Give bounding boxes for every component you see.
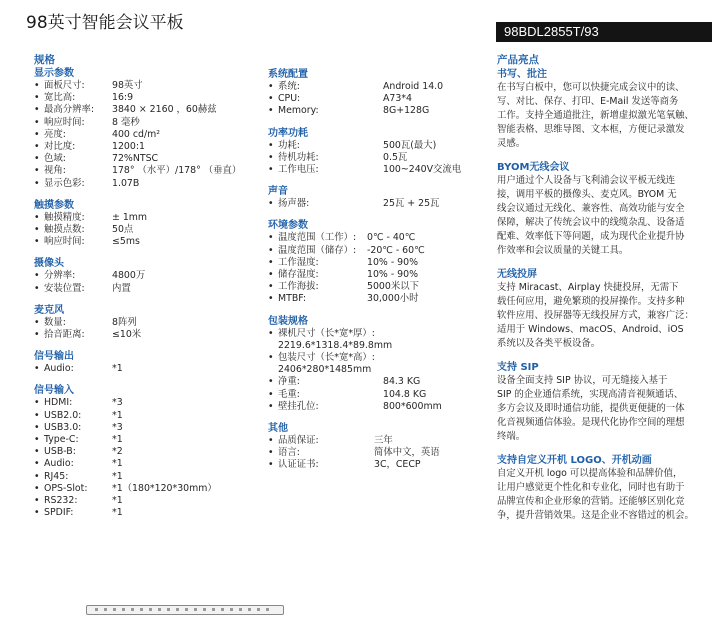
spec-value: *1 [112, 458, 123, 470]
bullet: • [268, 198, 274, 210]
bullet: • [34, 495, 40, 507]
spec-section [34, 350, 254, 375]
spec-label: 语言: [278, 447, 300, 459]
section-system [268, 68, 483, 118]
spec-value: 100~240V交流电 [383, 164, 462, 176]
bullet: • [34, 224, 40, 236]
highlight-text-line: 适用于 Windows、macOS、Android、iOS [497, 324, 684, 335]
bullet: • [34, 397, 40, 409]
spec-label: USB2.0: [44, 409, 82, 421]
spec-label: MTBF: [278, 293, 307, 305]
spec-row [268, 257, 483, 269]
spec-value: *1 [112, 470, 123, 482]
highlight-text-line: 自定义开机 logo 可以提高体验和品牌价值， [497, 468, 683, 479]
highlight-text-line: 终端。 [497, 431, 526, 442]
spec-value: *1 [112, 495, 123, 507]
spec-value: 25瓦 + 25瓦 [383, 198, 440, 210]
spec-row [268, 435, 483, 447]
spec-value: 8阵列 [112, 316, 137, 328]
bullet: • [34, 236, 40, 248]
spec-label: SPDIF: [44, 507, 74, 519]
bullet: • [34, 507, 40, 519]
spec-value: Android 14.0 [383, 81, 444, 92]
device-side-view-illustration [86, 605, 284, 615]
spec-value: 10% - 90% [367, 269, 419, 281]
spec-label: 触摸精度: [44, 211, 85, 223]
spec-label: 工作湿度: [278, 256, 319, 268]
spec-row [34, 236, 254, 248]
spec-row [268, 281, 483, 293]
spec-value: 5000米以下 [367, 281, 419, 293]
bullet: • [34, 104, 40, 116]
spec-value: 72%NTSC [112, 153, 159, 165]
spec-label: 储存湿度: [278, 269, 319, 281]
spec-label: 净重: [278, 376, 300, 388]
highlight-text-line: 接，调用平板的摄像头、麦克风。BYOM 无 [497, 189, 677, 200]
spec-row [34, 397, 254, 409]
specs-column-middle [268, 68, 483, 481]
spec-value: 800*600mm [383, 400, 442, 412]
bullet: • [34, 116, 40, 128]
bullet: • [34, 409, 40, 421]
section-title: 触摸参数 [34, 199, 74, 211]
spec-value: *1 [112, 409, 123, 421]
spec-row [268, 269, 483, 281]
model-number-banner: 98BDL2855T/93 [496, 22, 712, 42]
spec-value: 1.07B [112, 177, 140, 189]
spec-value: 内置 [112, 282, 131, 294]
spec-value: 2219.6*1318.4*89.8mm [278, 339, 393, 351]
bullet: • [268, 105, 274, 117]
spec-row [268, 376, 483, 388]
spec-label: 温度范围（工作）: [278, 232, 357, 244]
spec-value: 400 cd/m² [112, 128, 161, 140]
highlight-text-line: 支持 Miracast、Airplay 快捷投屏，无需下 [497, 282, 679, 293]
spec-label: RJ45: [44, 470, 69, 482]
spec-value: 三年 [374, 435, 393, 447]
spec-value: ± 1mm [112, 211, 148, 223]
spec-value: *2 [112, 446, 123, 458]
spec-value: 16:9 [112, 92, 134, 104]
highlight-text-line: 系统以及各类平板设备。 [497, 338, 601, 349]
bullet: • [268, 256, 274, 268]
spec-row [34, 363, 254, 375]
spec-value: 3C，CECP [374, 459, 421, 471]
spec-value: 10% - 90% [367, 256, 419, 268]
highlight-text-line: 保障，解决了传统会议中的线缆杂乱、设备适 [497, 217, 685, 228]
spec-row [34, 104, 254, 116]
port-strip [95, 608, 275, 611]
highlight-text-line: SIP 的企业通信系统，实现高清音视频通话、 [497, 389, 684, 400]
spec-row [34, 153, 254, 165]
spec-row [268, 459, 483, 471]
spec-section [34, 67, 254, 190]
spec-row [34, 458, 254, 470]
spec-value: 2406*280*1485mm [278, 364, 372, 376]
spec-value: 4800万 [112, 270, 146, 282]
spec-value: 简体中文，英语 [374, 447, 440, 459]
spec-label: 触摸点数: [44, 224, 85, 236]
spec-label: 响应时间: [44, 116, 85, 128]
spec-label: 响应时间: [44, 236, 85, 248]
bullet: • [34, 316, 40, 328]
bullet: • [34, 482, 40, 494]
section-title: 其他 [268, 423, 288, 435]
spec-label: 色域: [44, 153, 66, 165]
spec-row [268, 245, 483, 257]
highlight-title: 书写、批注 [497, 69, 547, 80]
spec-label: Type-C: [44, 434, 79, 446]
bullet: • [268, 352, 274, 364]
highlight-text-line: 配难、效率低下等问题，成为现代企业提升协 [497, 231, 685, 242]
spec-row [268, 352, 483, 364]
bullet: • [34, 434, 40, 446]
spec-row [268, 328, 483, 340]
spec-label: 最高分辨率: [44, 104, 95, 116]
bullet: • [268, 281, 274, 293]
spec-row [268, 293, 483, 305]
section-title: 麦克风 [34, 304, 64, 316]
spec-label: 面板尺寸: [44, 80, 85, 91]
spec-row [34, 329, 254, 341]
bullet: • [34, 165, 40, 177]
highlight-text-line: 智能表格、思维导图、文本框，方便记录激发 [497, 124, 685, 135]
spec-row [34, 422, 254, 434]
highlight-text-line: 设备全面支持 SIP 协议，可无缝接入基于 [497, 375, 668, 386]
bullet: • [268, 232, 274, 244]
spec-label: 分辨率: [44, 270, 76, 282]
spec-row [34, 410, 254, 422]
section-other [268, 422, 483, 472]
bullet: • [34, 282, 40, 294]
spec-label: 温度范围（储存）: [278, 244, 357, 256]
spec-value: *3 [112, 397, 123, 409]
spec-row [34, 446, 254, 458]
section-title: 功率功耗 [268, 127, 308, 139]
spec-label: 视角: [44, 165, 66, 177]
spec-row [34, 495, 254, 507]
bullet: • [34, 153, 40, 165]
section-title: 显示参数 [34, 68, 74, 79]
highlight-text-line: 多方会议及即时通信功能，提供更便捷的一体 [497, 403, 685, 414]
spec-value: A73*4 [383, 93, 412, 105]
spec-row [268, 389, 483, 401]
spec-label: 功耗: [278, 139, 300, 151]
section-power [268, 127, 483, 177]
spec-row [268, 140, 483, 152]
spec-value: 30,000小时 [367, 293, 419, 305]
bullet: • [34, 458, 40, 470]
spec-label: 显示色彩: [44, 177, 85, 189]
spec-label: 待机功耗: [278, 151, 319, 163]
spec-row [34, 117, 254, 129]
section-title: 信号输入 [34, 385, 74, 397]
spec-value: 8 毫秒 [112, 116, 140, 128]
spec-section [34, 304, 254, 341]
highlight-text-line: 作效率和会议质量的关键工具。 [497, 245, 629, 256]
spec-row [268, 81, 483, 93]
spec-value: *1 [112, 507, 123, 519]
spec-label: USB-B: [44, 446, 76, 458]
bullet: • [34, 446, 40, 458]
bullet: • [268, 139, 274, 151]
spec-section [34, 257, 254, 294]
section-packaging [268, 315, 483, 413]
spec-value: *1 [112, 434, 123, 446]
section-title: 环境参数 [268, 220, 308, 232]
bullet: • [268, 459, 274, 471]
bullet: • [268, 447, 274, 459]
spec-value: 98英寸 [112, 80, 143, 91]
highlights-heading: 产品亮点 [497, 54, 539, 66]
spec-label: HDMI: [44, 397, 73, 409]
bullet: • [268, 388, 274, 400]
spec-row [34, 92, 254, 104]
highlight-title: 支持自定义开机 LOGO、开机动画 [497, 455, 652, 466]
bullet: • [34, 363, 40, 375]
spec-label: Audio: [44, 363, 74, 375]
bullet: • [34, 470, 40, 482]
bullet: • [34, 128, 40, 140]
bullet: • [34, 92, 40, 104]
bullet: • [268, 327, 274, 339]
bullet: • [268, 93, 274, 105]
bullet: • [268, 151, 274, 163]
highlight-text-line: 用户通过个人设备与飞利浦会议平板无线连 [497, 175, 676, 186]
spec-value: 500瓦(最大) [383, 139, 437, 151]
spec-section [34, 384, 254, 519]
section-environment [268, 219, 483, 305]
spec-label: 系统: [278, 81, 300, 92]
spec-label: Audio: [44, 458, 74, 470]
bullet: • [268, 269, 274, 281]
bullet: • [34, 211, 40, 223]
highlight-text-line: 化音视频通信体验。是现代化协作空间的理想 [497, 417, 685, 428]
bullet: • [268, 435, 274, 447]
highlight-text-line: 让用户感觉更个性化和专业化，同时也有助于 [497, 482, 685, 493]
bullet: • [268, 244, 274, 256]
spec-row [34, 129, 254, 141]
section-title: 包装规格 [268, 315, 308, 327]
bullet: • [268, 164, 274, 176]
spec-row [34, 165, 254, 177]
spec-row [34, 224, 254, 236]
spec-label: 认证证书: [278, 459, 319, 471]
spec-row [34, 507, 254, 519]
spec-label: 毛重: [278, 388, 300, 400]
spec-label: 工作电压: [278, 164, 319, 176]
spec-row [268, 93, 483, 105]
bullet: • [34, 80, 40, 91]
spec-label: 拾音距离: [44, 329, 85, 341]
spec-label: 亮度: [44, 128, 66, 140]
highlight-text-line: 灵感。 [497, 138, 526, 149]
spec-row [34, 434, 254, 446]
spec-label: OPS-Slot: [44, 482, 88, 494]
bullet: • [268, 376, 274, 388]
bullet: • [268, 293, 274, 305]
highlight-text-line: 线会议通过无线化、兼容性、高效功能与安全 [497, 203, 685, 214]
bullet: • [34, 329, 40, 341]
highlight-title: 无线投屏 [497, 269, 537, 280]
specs-heading: 规格 [34, 54, 55, 66]
section-title: 系统配置 [268, 69, 308, 80]
highlight-text-line: 品牌宣传和企业形象的营销。还能够区别化竞 [497, 496, 685, 507]
section-title: 声音 [268, 186, 288, 198]
spec-label: 扬声器: [278, 198, 310, 210]
bullet: • [268, 81, 274, 92]
spec-value: 84.3 KG [383, 376, 421, 388]
highlight-text-line: 软件应用、投屏器等无线投屏方式，兼容广泛： [497, 310, 694, 321]
spec-value: ≤10米 [112, 329, 142, 341]
spec-label: 数量: [44, 316, 66, 328]
spec-value: *1 [112, 363, 123, 375]
bullet: • [268, 400, 274, 412]
spec-label: 工作海拔: [278, 281, 319, 293]
spec-value: 3840 × 2160 ，60赫兹 [112, 104, 217, 116]
highlight-text-line: 写、对比、保存、打印、E-Mail 发送等商务 [497, 96, 679, 107]
spec-row [268, 401, 483, 413]
spec-label: USB3.0: [44, 421, 82, 433]
spec-value: 8G+128G [383, 105, 430, 117]
highlight-title: 支持 SIP [497, 362, 539, 373]
highlight-text-line: 争，提升营销效果。这是企业不容错过的机会。 [497, 510, 694, 521]
specs-column-left [34, 54, 254, 528]
spec-label: 安装位置: [44, 282, 85, 294]
spec-value: 50点 [112, 224, 134, 236]
spec-row [268, 198, 483, 210]
spec-value: *3 [112, 421, 123, 433]
spec-value: 0℃ - 40℃ [367, 232, 416, 244]
spec-row [34, 212, 254, 224]
spec-row [268, 164, 483, 176]
spec-row [268, 232, 483, 244]
spec-label: 包装尺寸（长*宽*高）: [278, 352, 375, 364]
spec-row [34, 283, 254, 295]
spec-section [34, 199, 254, 249]
spec-label: 品质保证: [278, 435, 319, 447]
spec-value: 178° （水平）/178° （垂直） [112, 165, 242, 177]
section-title: 摄像头 [34, 258, 64, 270]
spec-value: ≤5ms [112, 236, 140, 248]
spec-row [268, 152, 483, 164]
bullet: • [34, 421, 40, 433]
spec-row [268, 447, 483, 459]
spec-label: RS232: [44, 495, 78, 507]
spec-row [268, 105, 483, 117]
spec-label: 对比度: [44, 141, 76, 153]
spec-row [34, 471, 254, 483]
spec-label: 壁挂孔位: [278, 400, 319, 412]
spec-row [34, 141, 254, 153]
spec-row [34, 483, 254, 495]
page-title: 98英寸智能会议平板 [26, 13, 184, 33]
spec-row [34, 270, 254, 282]
spec-value: -20℃ - 60℃ [367, 244, 425, 256]
section-sound [268, 185, 483, 210]
spec-label: CPU: [278, 93, 301, 105]
bullet: • [34, 177, 40, 189]
spec-value: 104.8 KG [383, 388, 427, 400]
highlight-text-line: 工作。支持全通道批注，新增虚拟激光笔氧触、 [497, 110, 694, 121]
section-title: 信号输出 [34, 351, 74, 363]
spec-row [34, 80, 254, 92]
spec-row [34, 317, 254, 329]
spec-label: 裸机尺寸（长*宽*厚）: [278, 327, 375, 339]
highlight-title: BYOM无线会议 [497, 162, 570, 173]
highlight-text-line: 在书写白板中，您可以快捷完成会议中的读、 [497, 82, 685, 93]
highlights-column [497, 54, 707, 523]
spec-label: Memory: [278, 105, 319, 117]
spec-value: 1200:1 [112, 141, 145, 153]
bullet: • [34, 270, 40, 282]
spec-label: 宽比高: [44, 92, 76, 104]
spec-row [34, 178, 254, 190]
spec-value: 0.5瓦 [383, 151, 408, 163]
spec-value: *1（180*120*30mm） [112, 482, 217, 494]
bullet: • [34, 141, 40, 153]
highlight-text-line: 载任何应用，避免繁琐的投屏操作。支持多种 [497, 296, 685, 307]
